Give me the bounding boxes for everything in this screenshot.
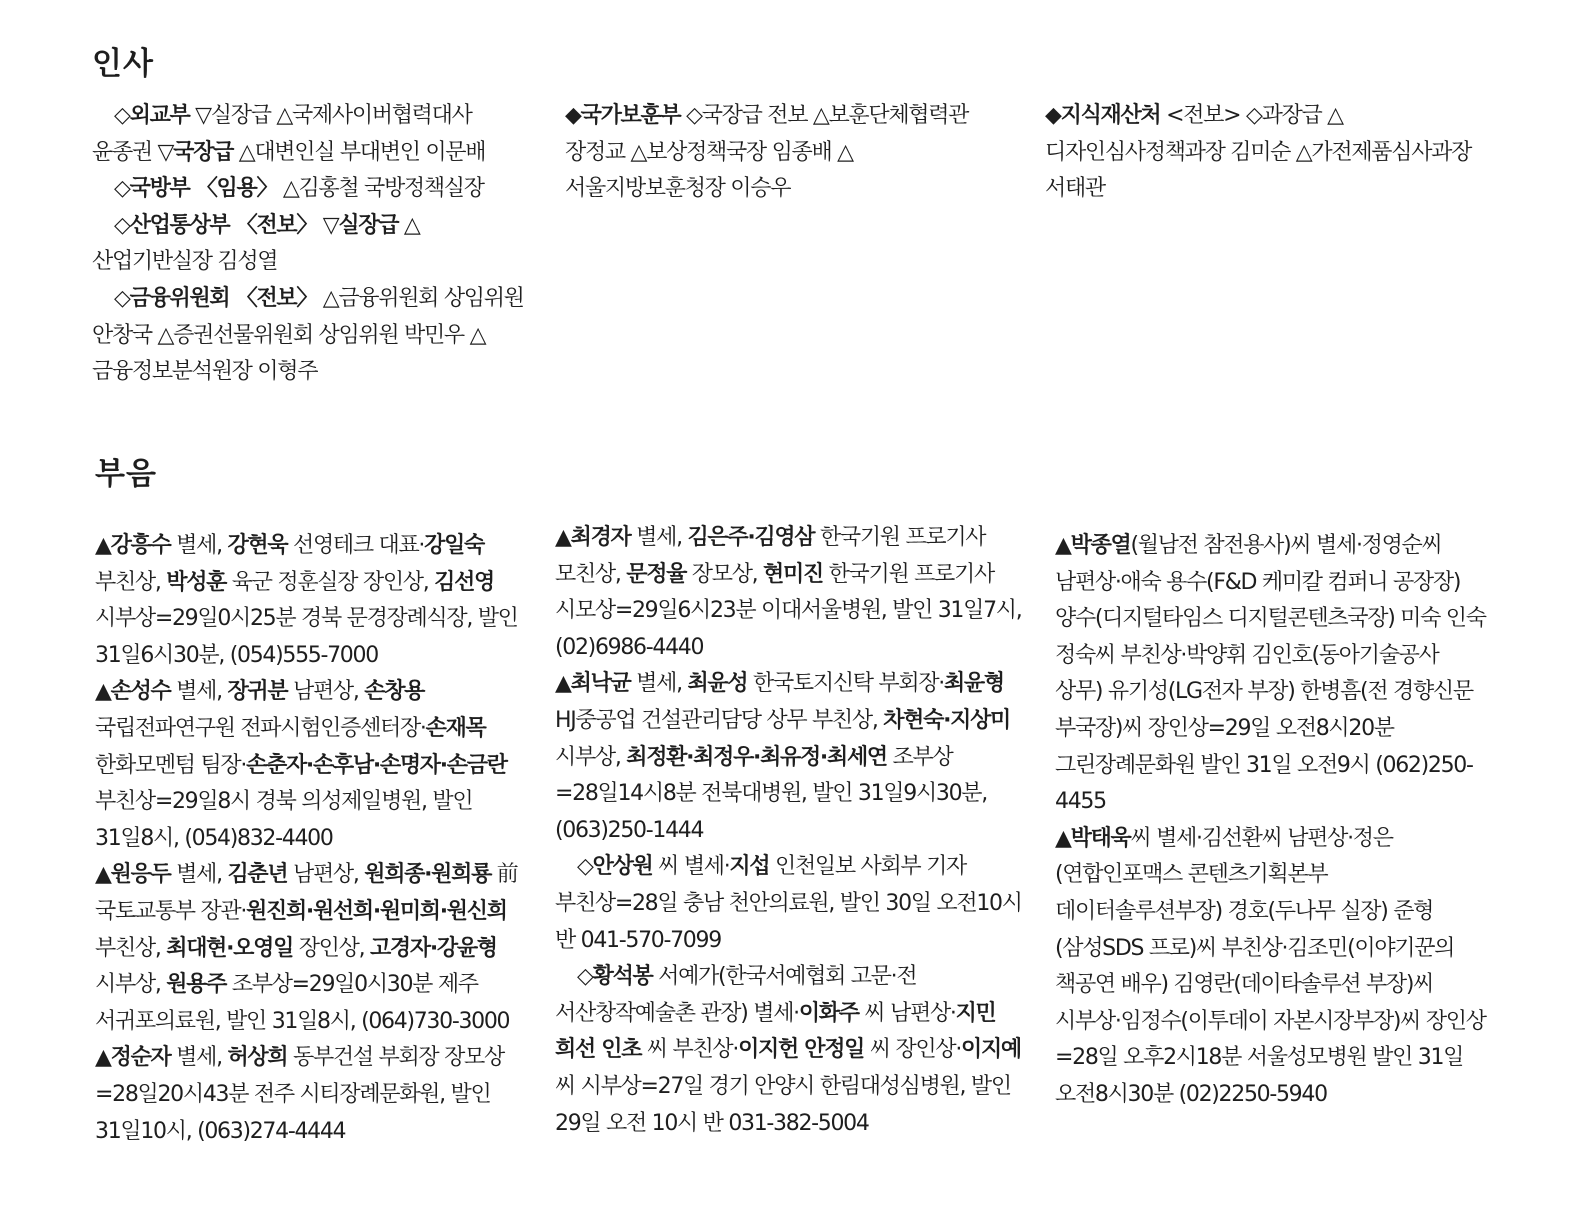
insa-entry: ◇외교부 ▽실장급 △국제사이버협력대사 윤종권 ▽국장급 △대변인실 부대변인 이문배 <box>92 103 486 165</box>
insa-column-1 <box>92 98 532 391</box>
obituary-entry: ▲박종열(월남전 참전용사)씨 별세·정영순씨 남편상·애숙 용수(F&D 케미칼 컴퍼니 공장장) 양수(디지털타임스 디지털콘텐츠국장) 미숙 인숙 정숙씨 부친상·박양휘 김인호(동아기술공사 상무) 유기성(LG전자 부장) 한병흠(전 경향신문 부국장)씨 장인상=29일 오전8시20분 그린장례문화원 발인 31일 오전9시 (062)250-4455 <box>1055 533 1486 815</box>
obituary-entry: ▲정순자 별세, 허상희 동부건설 부회장 장모상=28일20시43분 전주 시티장례문화원, 발인 31일10시, (063)274-4444 <box>95 1045 504 1144</box>
bueum-heading: 부음 <box>95 456 157 492</box>
insa-column-2 <box>565 98 1005 208</box>
insa-column-3 <box>1045 98 1485 208</box>
insa-entry: ◇금융위원회 〈전보〉 △금융위원회 상임위원 안창국 △증권선물위원회 상임위원 박민우 △금융정보분석원장 이형주 <box>92 285 524 385</box>
obituary-entry: ◇황석봉 서예가(한국서예협회 고문·전 서산창작예술촌 관장) 별세·이화주 씨 남편상·지민 희선 인초 씨 부친상·이지헌 안정일 씨 장인상·이지예 씨 시부상=27일 경기 안양시 한림대성심병원, 발인 29일 오전 10시 반 031-382-5004 <box>555 964 1021 1136</box>
insa-entry: ◆지식재산처 <전보> ◇과장급 △디자인심사정책과장 김미순 △가전제품심사과장 서태관 <box>1045 103 1472 202</box>
obituary-entry: ◇안상원 씨 별세·지섭 인천일보 사회부 기자 부친상=28일 충남 천안의료원, 발인 30일 오전10시 반 041-570-7099 <box>555 854 1022 953</box>
insa-heading: 인사 <box>92 46 154 82</box>
obituary-entry: ▲강흥수 별세, 강현욱 선영테크 대표·강일숙 부친상, 박성훈 육군 정훈실장 장인상, 김선영 시부상=29일0시25분 경북 문경장례식장, 발인 31일6시30분, (054)555-7000 <box>95 533 518 668</box>
obituary-entry: ▲박태욱씨 별세·김선환씨 남편상·정은(연합인포맥스 콘텐츠기획본부 데이터솔루션부장) 경호(두나무 실장) 준형(삼성SDS 프로)씨 부친상·김조민(이야기꾼의 책공연 배우) 김영란(데이타솔루션 부장)씨 시부상·임정수(이투데이 자본시장부장)씨 장인상=28일 오후2시18분 서울성모병원 발인 31일 오전8시30분 (02)2250-5940 <box>1055 825 1486 1107</box>
bueum-column-2 <box>555 520 1022 1142</box>
insa-entry: ◆국가보훈부 ◇국장급 전보 △보훈단체협력관 장정교 △보상정책국장 임종배 △서울지방보훈청장 이승우 <box>565 103 969 202</box>
insa-entry: ◇국방부 〈임용〉 △김홍철 국방정책실장 <box>114 176 484 202</box>
obituary-entry: ▲최낙균 별세, 최윤성 한국토지신탁 부회장·최윤형 HJ중공업 건설관리담당 상무 부친상, 차현숙·지상미 시부상, 최정환·최정우·최유정·최세연 조부상=28일14시8분 전북대병원, 발인 31일9시30분, (063)250-1444 <box>555 671 1011 843</box>
obituary-entry: ▲원응두 별세, 김춘년 남편상, 원희종·원희룡 前 국토교통부 장관·원진희·원선희·원미희·원신희 부친상, 최대현·오영일 장인상, 고경자·강윤형 시부상, 원용주 조부상=29일0시30분 제주 서귀포의료원, 발인 31일8시, (064)730-3000 <box>95 862 518 1034</box>
bueum-column-1 <box>95 528 532 1150</box>
bueum-column-3 <box>1055 528 1490 1114</box>
obituary-entry: ▲최경자 별세, 김은주·김영삼 한국기원 프로기사 모친상, 문정율 장모상, 현미진 한국기원 프로기사 시모상=29일6시23분 이대서울병원, 발인 31일7시, (02)6986-4440 <box>555 525 1022 660</box>
insa-entry: ◇산업통상부 〈전보〉 ▽실장급 △산업기반실장 김성열 <box>92 212 420 275</box>
obituary-entry: ▲손성수 별세, 장귀분 남편상, 손창용 국립전파연구원 전파시험인증센터장·손재목 한화모멘텀 팀장·손춘자·손후남·손명자·손금란 부친상=29일8시 경북 의성제일병원, 발인 31일8시, (054)832-4400 <box>95 679 507 851</box>
